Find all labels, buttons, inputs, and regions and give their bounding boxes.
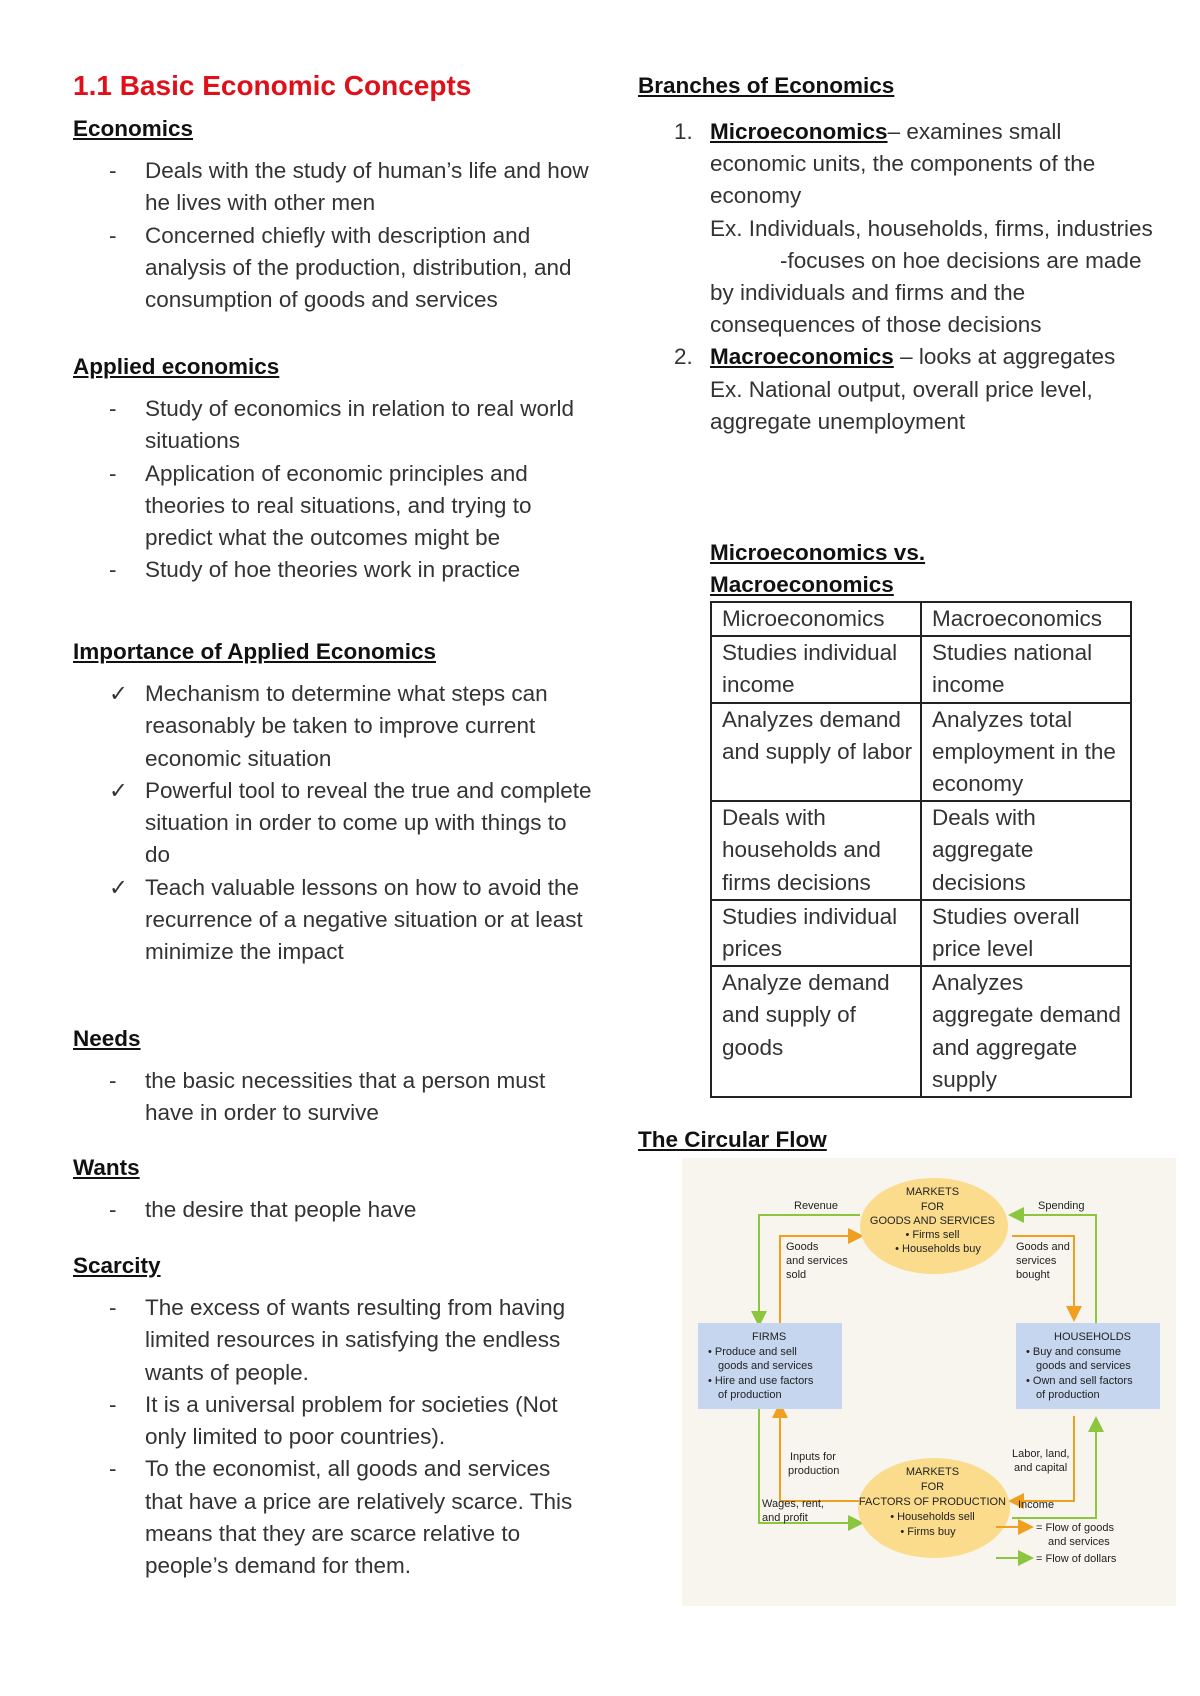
section-economics: [73, 113, 593, 316]
applied-heading: Applied economics: [73, 354, 280, 379]
list-item: - Deals with the study of human’s life and how he lives with other men: [109, 158, 589, 216]
list-item-macro: 2. Macroeconomics – looks at aggregates Ex. National output, overall price level, aggregate unemployment: [674, 344, 1116, 434]
list-item-micro: 1. Microeconomics– examines small economic units, the components of the economy Ex. Individuals, households, firms, industries -focuses on hoe decisions are made by individuals and firms and the consequences of those decisions: [674, 119, 1153, 338]
circular-flow-heading: The Circular Flow: [638, 1127, 827, 1152]
list-item: ✓ Teach valuable lessons on how to avoid the recurrence of a negative situation or at least minimize the impact: [73, 872, 593, 969]
section-importance: [73, 636, 593, 969]
circular-flow-svg: [682, 1158, 1176, 1606]
list-item: - Study of economics in relation to real world situations: [109, 396, 574, 454]
comparison-heading-1: Microeconomics vs.: [710, 540, 926, 565]
importance-heading: Importance of Applied Economics: [73, 639, 436, 664]
list-item: ✓ Mechanism to determine what steps can reasonably be taken to improve current economic situation: [73, 678, 593, 775]
scarcity-heading: Scarcity: [73, 1253, 161, 1278]
list-item: - To the economist, all goods and services that have a price are relatively scarce. This means that they are scarce relative to people’s demand for them.: [109, 1456, 573, 1579]
check-icon: ✓: [109, 874, 128, 900]
svg-text:MARKETS FOR GO: MARKETS FOR GOODS AND SERVICES • Firms sell • Households buy: [869, 1186, 996, 1255]
branches-heading: Branches of Economics: [638, 73, 895, 98]
svg-text:Revenue Spending: Revenue Spending Goods and services sold Goods and services bought Inputs for production Labor, land, and capital Wages, rent, and profit Income: [762, 1200, 1085, 1524]
svg-text:HOUSEHOLDS • Buy and c: HOUSEHOLDS • Buy and consume goods and services • Own and sell factors of production: [1026, 1331, 1133, 1401]
list-item: - Concerned chiefly with description and analysis of the production, distribution, and consumption of goods and services: [109, 222, 572, 313]
section-comparison: [710, 537, 1150, 1098]
list-item: - Study of hoe theories work in practice: [109, 557, 521, 583]
section-applied: [73, 351, 593, 587]
svg-text:FIRMS • Produce and se: FIRMS • Produce and sell goods and services • Hire and use factors of production: [708, 1331, 814, 1401]
needs-heading: Needs: [73, 1026, 141, 1051]
micro-term: Microeconomics: [710, 119, 888, 144]
list-item: ✓ Powerful tool to reveal the true and complete situation in order to come up with things to do: [73, 775, 593, 872]
economics-heading: Economics: [73, 116, 194, 141]
table-row: Analyze demand and supply of goods Analyzes aggregate demand and aggregate supply: [711, 966, 1131, 1097]
dollar-flow-top-left: [759, 1215, 860, 1323]
check-icon: ✓: [109, 777, 128, 803]
section-needs: [73, 1023, 593, 1130]
comparison-heading-2: Macroeconomics: [710, 572, 894, 597]
section-wants: [73, 1152, 593, 1226]
section-circular-flow: [638, 1124, 1158, 1156]
table-header-row: Microeconomics Macroeconomics: [711, 602, 1131, 636]
list-item: - the desire that people have: [109, 1197, 417, 1222]
table-row: Studies individual income Studies national income: [711, 636, 1131, 702]
macro-term: Macroeconomics: [710, 344, 894, 370]
table-row: Analyzes demand and supply of labor Analyzes total employment in the economy: [711, 703, 1131, 802]
circular-flow-diagram: [682, 1158, 1176, 1606]
page-title: 1.1 Basic Economic Concepts: [73, 70, 472, 101]
svg-text:MARKETS FOR FA: MARKETS FOR FACTORS OF PRODUCTION • Households sell • Firms buy: [858, 1466, 1007, 1538]
list-item: - Application of economic principles and theories to real situations, and trying to predict what the outcomes might be: [109, 460, 532, 551]
check-icon: ✓: [109, 681, 128, 706]
svg-text:= Flow of goods and se: = Flow of goods and services = Flow of dollars: [1036, 1522, 1117, 1565]
wants-heading: Wants: [73, 1155, 140, 1180]
list-item: - It is a universal problem for societies (Not only limited to poor countries).: [109, 1391, 558, 1450]
list-item: - The excess of wants resulting from having limited resources in satisfying the endless wants of people.: [109, 1295, 566, 1385]
table-row: Studies individual prices Studies overall price level: [711, 900, 1131, 966]
section-scarcity: [73, 1250, 593, 1583]
section-branches: [638, 70, 1158, 438]
table-row: Deals with households and firms decisions Deals with aggregate decisions: [711, 801, 1131, 900]
list-item: - the basic necessities that a person must have in order to survive: [109, 1068, 546, 1126]
comparison-table: [710, 601, 1132, 1098]
